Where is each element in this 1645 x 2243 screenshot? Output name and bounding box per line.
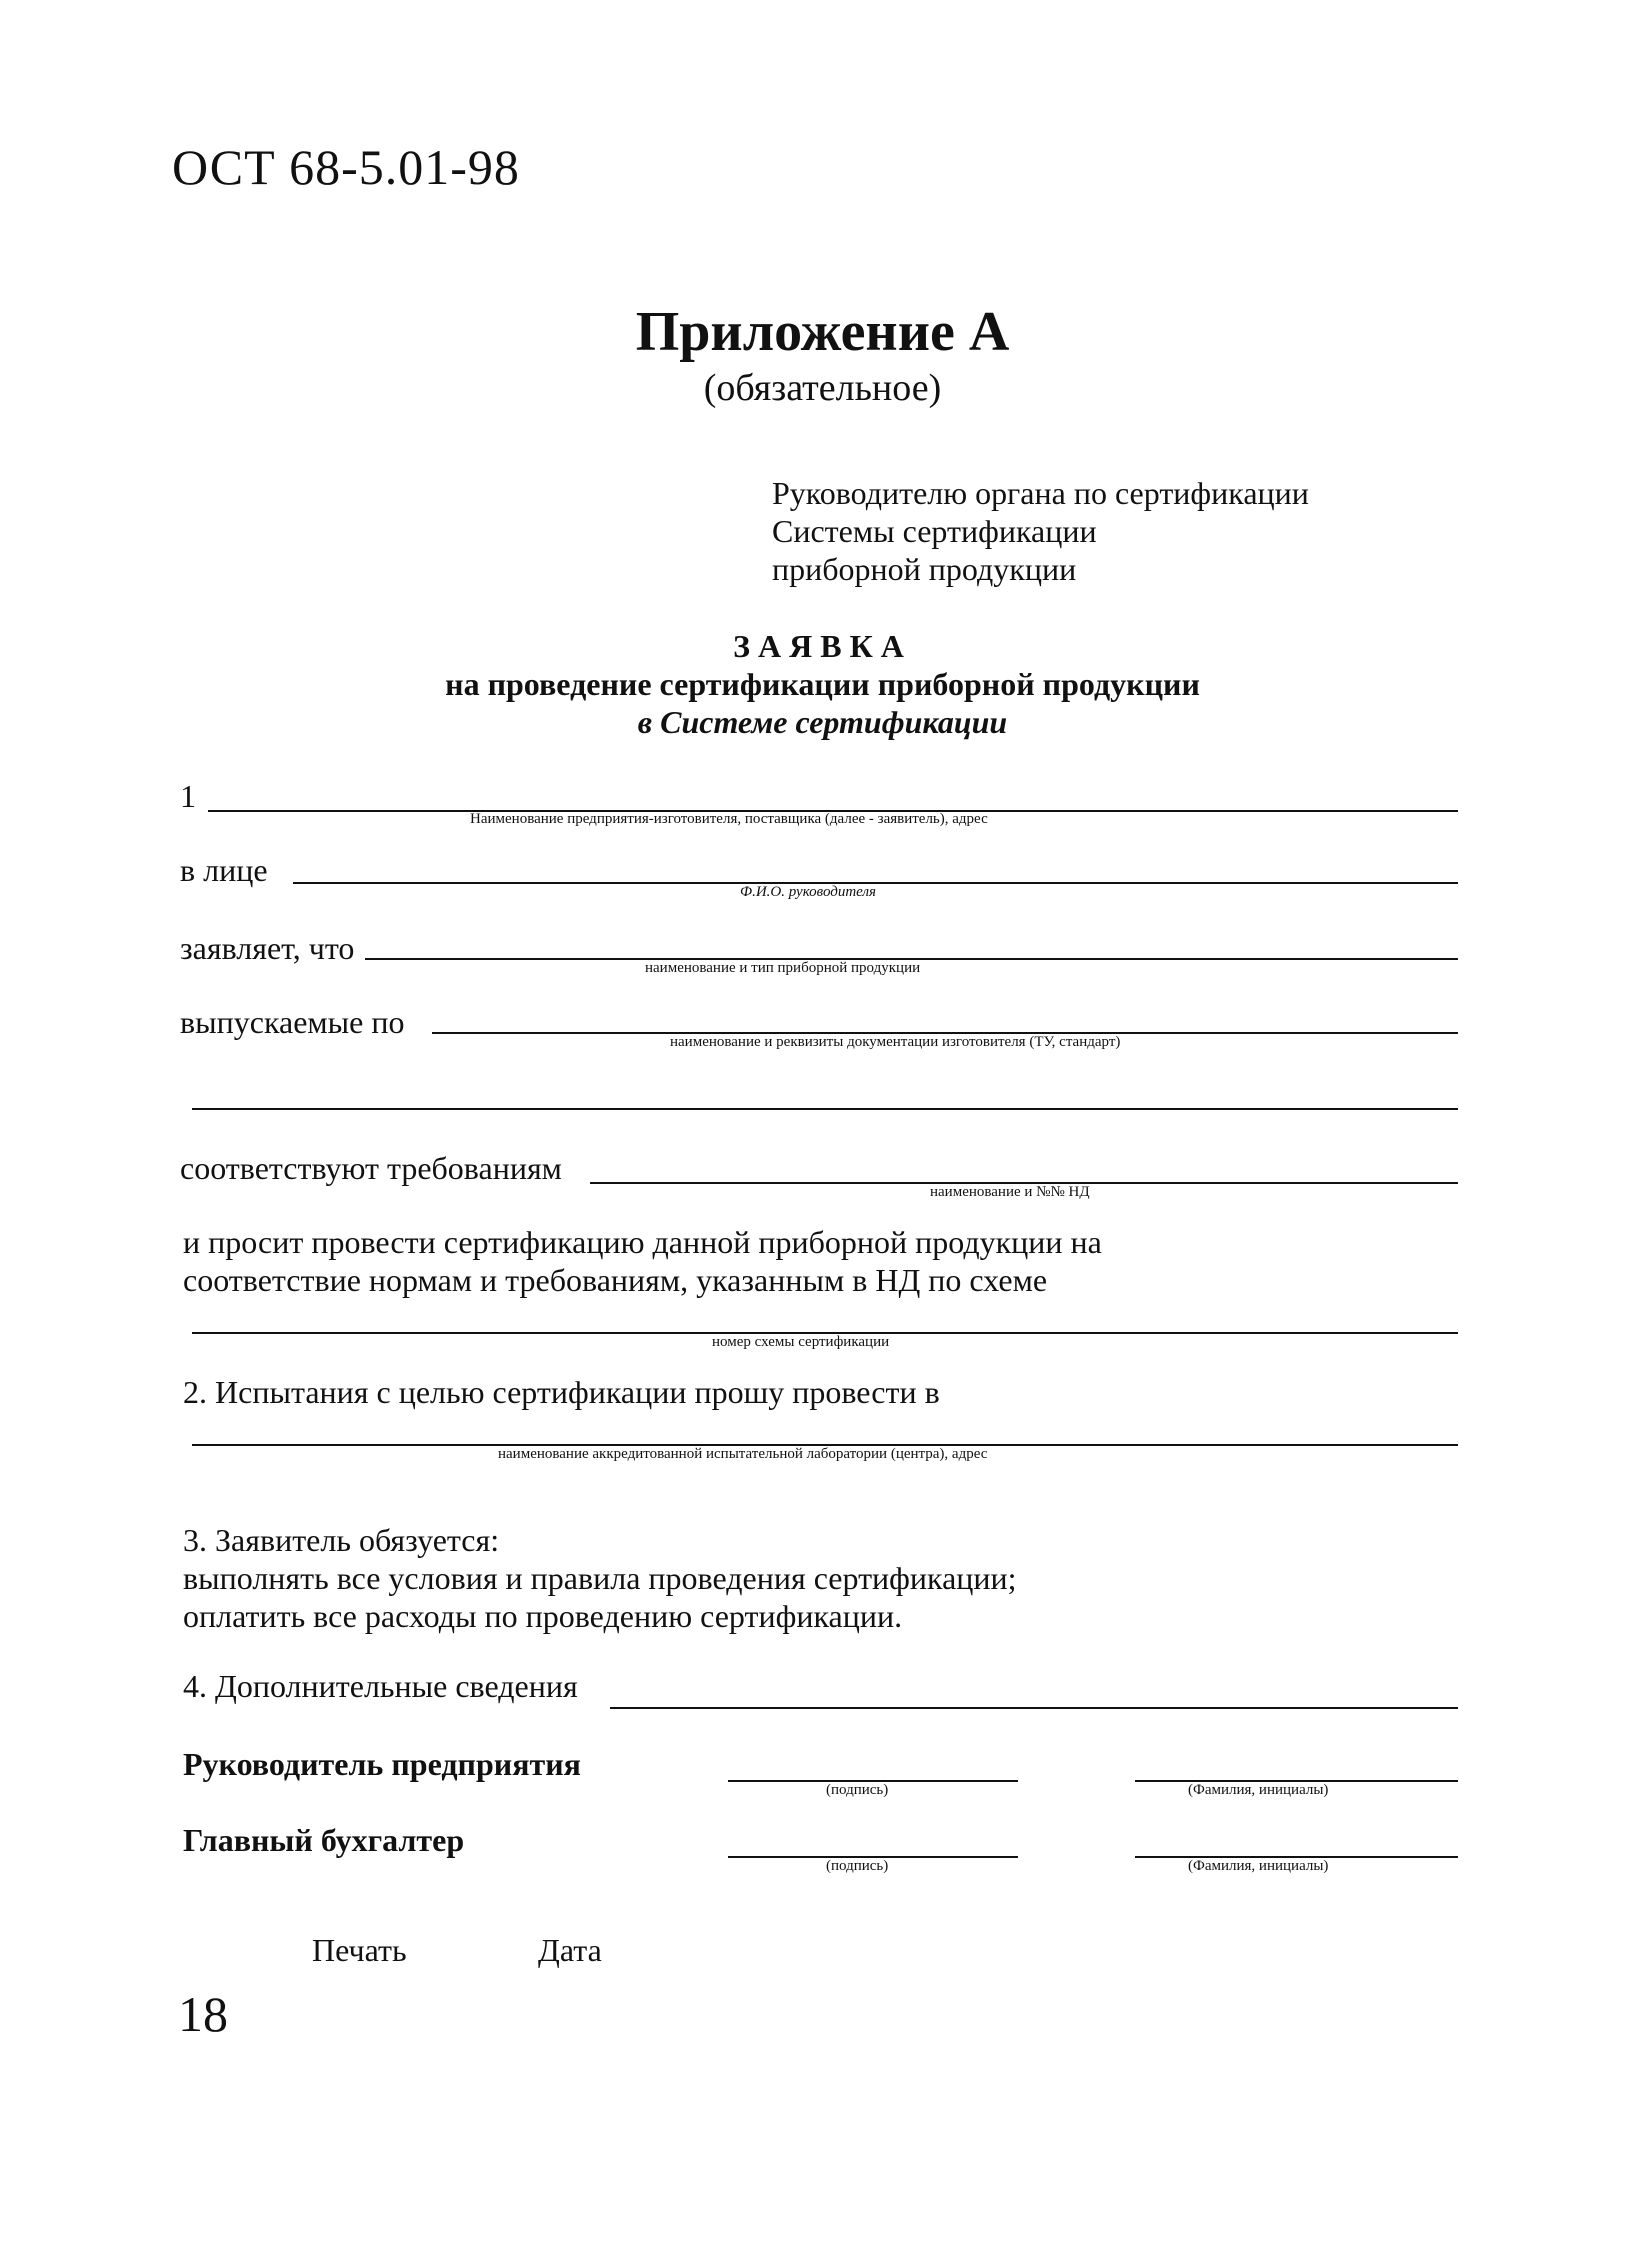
field-1-number: 1 xyxy=(180,778,196,814)
field-3-label: заявляет, что xyxy=(180,930,355,966)
section-2-text: 2. Испытания с целью сертификации прошу провести в xyxy=(183,1374,940,1410)
section-3-title: 3. Заявитель обязуется: xyxy=(183,1522,500,1558)
section-3-item-1: выполнять все условия и правила проведения сертификации; xyxy=(183,1560,1017,1596)
scheme-caption: номер схемы сертификации xyxy=(712,1334,890,1350)
date-label: Дата xyxy=(538,1932,602,1968)
request-title: ЗАЯВКА xyxy=(733,628,912,664)
page-number: 18 xyxy=(178,1986,228,2042)
document-code: ОСТ 68-5.01-98 xyxy=(172,139,520,195)
section-2-caption: наименование аккредитованной испытательной лаборатории (центра), адрес xyxy=(498,1446,988,1462)
request-text-line-2: соответствие нормам и требованиям, указанным в НД по схеме xyxy=(183,1262,1048,1298)
addressee-line-2: Системы сертификации xyxy=(772,513,1097,549)
field-2-label: в лице xyxy=(180,852,268,888)
appendix-subtitle: (обязательное) xyxy=(703,367,942,409)
head-signature-label: Руководитель предприятия xyxy=(183,1746,581,1782)
appendix-title xyxy=(0,300,1645,364)
stamp-label: Печать xyxy=(312,1932,407,1968)
request-text-line-1: и просит провести сертификацию данной приборной продукции на xyxy=(183,1224,1102,1260)
accountant-signature-label: Главный бухгалтер xyxy=(183,1822,465,1858)
request-subtitle-1: на проведение сертификации приборной продукции xyxy=(445,666,1200,702)
request-subtitle-2: в Системе сертификации xyxy=(637,704,1008,740)
field-1-caption: Наименование предприятия-изготовителя, поставщика (далее - заявитель), адрес xyxy=(470,811,988,827)
section-4-line[interactable] xyxy=(610,1707,1458,1709)
accountant-sign-caption: (подпись) xyxy=(826,1858,889,1874)
field-5-caption: наименование и №№ НД xyxy=(930,1184,1090,1200)
field-3-caption: наименование и тип приборной продукции xyxy=(645,960,921,976)
field-4-caption: наименование и реквизиты документации изготовителя (ТУ, стандарт) xyxy=(670,1034,1121,1050)
field-4-continuation-line[interactable] xyxy=(192,1108,1458,1110)
addressee-line-3: приборной продукции xyxy=(772,551,1077,587)
head-name-caption: (Фамилия, инициалы) xyxy=(1188,1782,1329,1798)
addressee-line-1: Руководителю органа по сертификации xyxy=(772,475,1309,511)
field-5-label: соответствуют требованиям xyxy=(180,1150,562,1186)
field-2-caption: Ф.И.О. руководителя xyxy=(740,884,876,900)
section-4-label: 4. Дополнительные сведения xyxy=(183,1668,578,1704)
head-sign-caption: (подпись) xyxy=(826,1782,889,1798)
section-3-item-2: оплатить все расходы по проведению сертификации. xyxy=(183,1598,903,1634)
appendix-title-text: Приложение А xyxy=(635,301,1010,363)
field-4-label: выпускаемые по xyxy=(180,1004,405,1040)
accountant-name-caption: (Фамилия, инициалы) xyxy=(1188,1858,1329,1874)
